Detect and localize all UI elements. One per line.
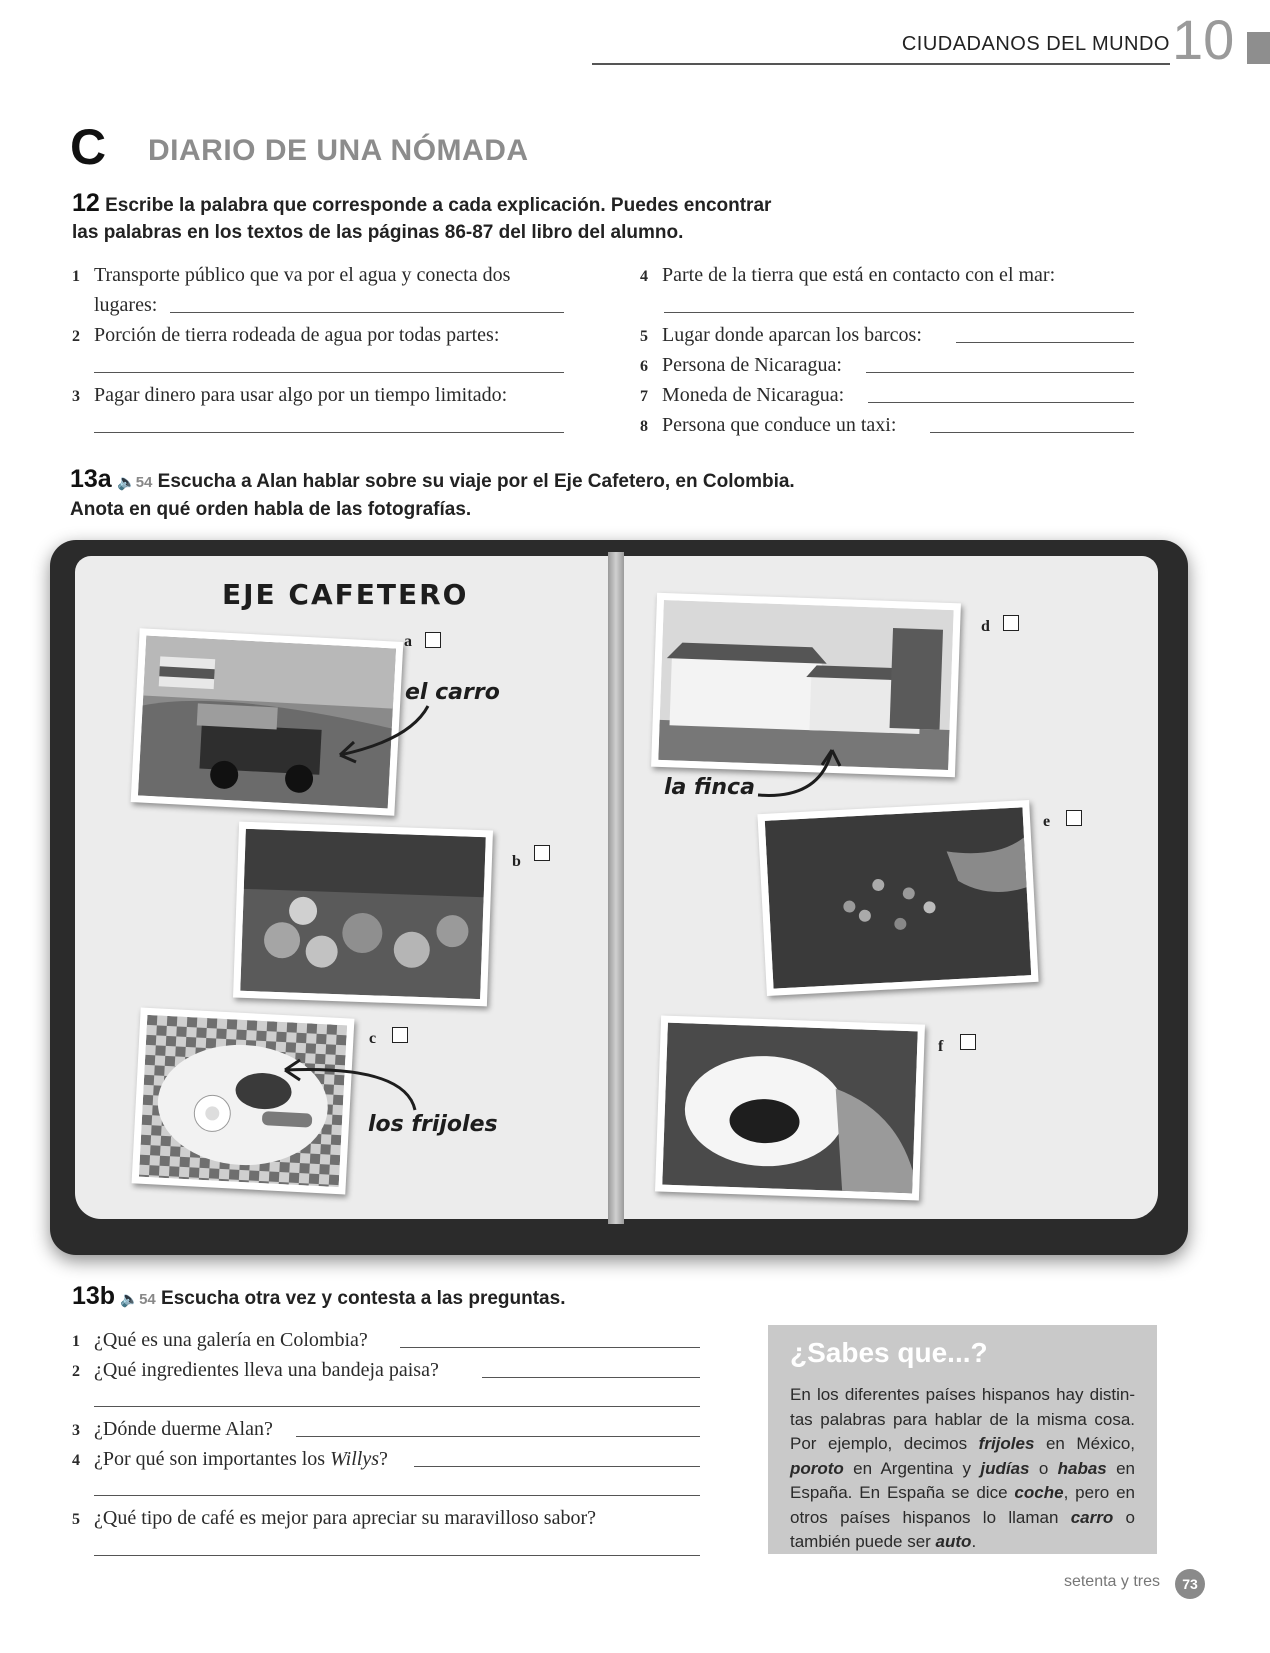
ex13a-instruction: 13a 🔈54 Escucha a Alan hablar sobre su viaje por el Eje Cafetero, en Colombia. Anota en qué orden habla de las fotografías.: [70, 465, 795, 520]
sabes-que-text: En los diferentes países hispanos hay distin-tas palabras para hablar de la misma cosa. Por ejemplo, decimos frijoles en México, poroto en Argentina y judías o habas en España. En España se dice coche, pero en otros países hispanos lo llaman carro o también puede ser auto.: [790, 1385, 1136, 1551]
page-number-badge: 73: [1175, 1569, 1205, 1599]
unit-title: CIUDADANOS DEL MUNDO: [901, 33, 1170, 55]
ex13a-number: 13a: [70, 465, 112, 493]
answer-line[interactable]: [482, 1377, 700, 1378]
answer-line[interactable]: [400, 1347, 700, 1348]
answer-line[interactable]: [414, 1466, 700, 1467]
answer-line[interactable]: [94, 1495, 700, 1496]
sabes-que-title: ¿Sabes que...?: [790, 1337, 988, 1368]
notebook-heading: EJE CAFETERO: [222, 578, 469, 611]
arrow-la-finca: [758, 750, 832, 795]
photo-e-letter: e: [1043, 813, 1051, 830]
arrow-el-carro: [340, 706, 428, 755]
photo-f-letter: f: [938, 1038, 944, 1055]
ex13b-instruction: 13b 🔈54 Escucha otra vez y contesta a las preguntas.: [72, 1282, 566, 1310]
photo-a-caption: el carro: [405, 680, 500, 705]
ex13b-number: 13b: [72, 1282, 116, 1310]
ex12-instruction: 12 Escribe la palabra que corresponde a cada explicación. Puedes encontrar las palabras en los textos de las páginas 86-87 del libro del alumno.: [72, 189, 772, 243]
photo-d-caption: la finca: [664, 775, 755, 800]
section-title: DIARIO DE UNA NÓMADA: [148, 134, 529, 167]
photo-d-letter: d: [981, 618, 990, 635]
arrow-los-frijoles: [285, 1070, 415, 1111]
photo-c-caption: los frijoles: [368, 1112, 498, 1137]
unit-number: 10: [1172, 8, 1235, 71]
audio-icon[interactable]: 🔈54: [120, 1291, 156, 1308]
photo-b-letter: b: [512, 853, 521, 870]
answer-line[interactable]: [94, 1406, 700, 1407]
answer-line[interactable]: [296, 1436, 700, 1437]
photo-c-letter: c: [369, 1030, 377, 1047]
answer-line[interactable]: [94, 1555, 700, 1556]
section-letter: C: [70, 119, 107, 175]
page-number-words: setenta y tres: [1063, 1573, 1160, 1590]
audio-icon[interactable]: 🔈54: [117, 474, 153, 491]
ex12-number: 12: [72, 189, 100, 217]
photo-a-letter: a: [404, 633, 412, 650]
